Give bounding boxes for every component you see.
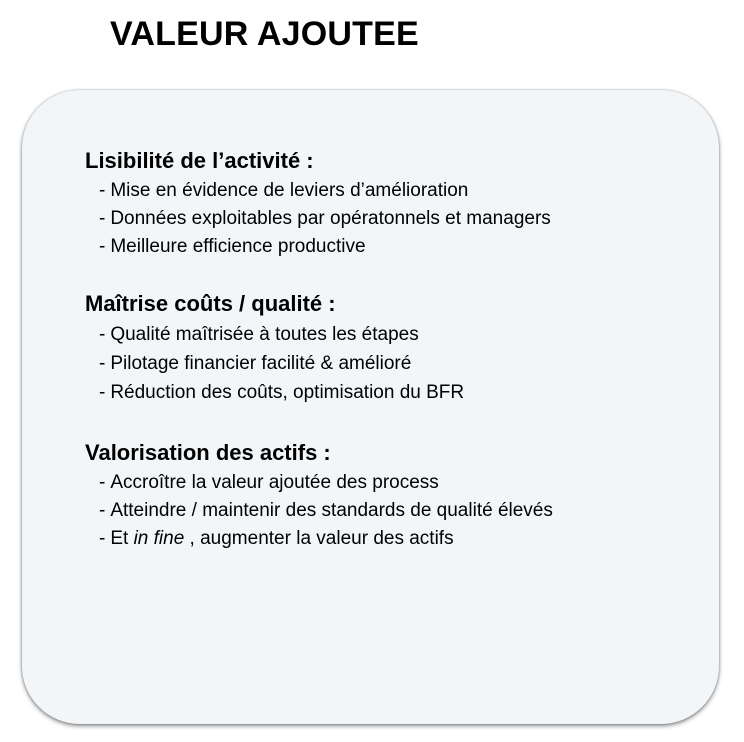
- list-item: [99, 497, 705, 525]
- emphasis-text: in fine: [133, 528, 185, 549]
- list-item: [99, 349, 705, 378]
- list-item: [99, 378, 705, 407]
- list-item-text: Pilotage financier facilité & amélioré: [110, 353, 412, 374]
- list-item: [99, 205, 705, 233]
- section-heading: Valorisation des actifs :: [85, 440, 331, 465]
- dash-icon: -: [99, 472, 106, 493]
- list-item-text: Qualité maîtrisée à toutes les étapes: [110, 324, 419, 345]
- list-item-text: Réduction des coûts, optimisation du BFR: [110, 382, 465, 403]
- dash-icon: -: [99, 180, 106, 201]
- section-heading: Maîtrise coûts / qualité :: [85, 291, 336, 316]
- dash-icon: -: [99, 382, 106, 403]
- section-valorisation: [85, 440, 705, 553]
- list-item-text: Atteindre / maintenir des standards de qualité élevés: [110, 500, 553, 521]
- dash-icon: -: [99, 528, 106, 549]
- bullet-list: [85, 177, 705, 261]
- dash-icon: -: [99, 324, 106, 345]
- section-lisibilite: [85, 148, 705, 261]
- list-item-text: Meilleure efficience productive: [110, 236, 366, 257]
- page-title: VALEUR AJOUTEE: [110, 15, 419, 53]
- list-item: [99, 320, 705, 349]
- list-item-text: Données exploitables par opératonnels et managers: [110, 208, 551, 229]
- section-maitrise: [85, 291, 705, 407]
- value-card: [22, 90, 719, 724]
- list-item-text: Mise en évidence de leviers d’amélioration: [110, 180, 469, 201]
- bullet-list: [85, 469, 705, 553]
- list-item: [99, 233, 705, 261]
- dash-icon: -: [99, 236, 106, 257]
- dash-icon: -: [99, 500, 106, 521]
- dash-icon: -: [99, 208, 106, 229]
- dash-icon: -: [99, 353, 106, 374]
- list-item: [99, 469, 705, 497]
- list-item-text: Et: [110, 528, 129, 549]
- list-item: [99, 177, 705, 205]
- section-heading: Lisibilité de l’activité :: [85, 148, 314, 173]
- list-item: [99, 525, 705, 553]
- list-item-text: , augmenter la valeur des actifs: [189, 528, 454, 549]
- list-item-text: Accroître la valeur ajoutée des process: [110, 472, 439, 493]
- bullet-list: [85, 320, 705, 407]
